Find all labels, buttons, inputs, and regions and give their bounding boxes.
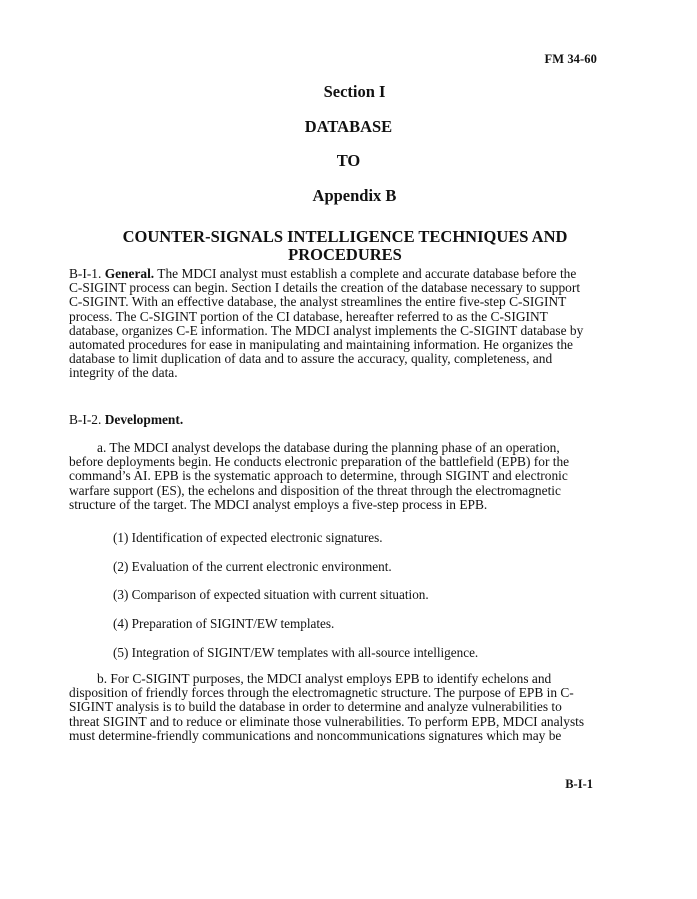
- list-item: (2) Evaluation of the current electronic environment.: [113, 559, 392, 574]
- paragraph-lead: General.: [104, 266, 155, 281]
- paragraph-number: B-I-2.: [69, 412, 105, 427]
- page-number: B-I-1: [565, 777, 593, 791]
- appendix-title: COUNTER-SIGNALS INTELLIGENCE TECHNIQUES AND PROCEDURES: [122, 227, 568, 264]
- database-heading: DATABASE: [304, 117, 393, 136]
- list-item: (5) Integration of SIGINT/EW templates with all-source intelligence.: [113, 645, 479, 660]
- appendix-heading: Appendix B: [312, 186, 397, 205]
- paragraph-body: The MDCI analyst must establish a complete and accurate database before the C-SIGINT process can begin. Section I details the creation of the database necessary to support C-SIGINT. With an effective database, the analyst streamlines the entire five-step C-SIGINT process. The C-SIGINT portion of the CI database, hereafter referred to as the C-SIGINT database, organizes C-E information. The MDCI analyst implements the C-SIGINT database by automated procedures for ease in manipulating and maintaining information. He organizes the database to limit duplication of data and to assure the accuracy, quality, completeness, and integrity of the data.: [69, 266, 584, 381]
- list-item: (3) Comparison of expected situation with current situation.: [113, 587, 429, 602]
- to-heading: TO: [336, 151, 361, 170]
- paragraph-general: [69, 267, 591, 381]
- list-item: (1) Identification of expected electronic signatures.: [113, 530, 383, 545]
- paragraph-a: a. The MDCI analyst develops the database during the planning phase of an operation, before deployments begin. He conducts electronic preparation of the battlefield (EPB) for the command’s AI. EPB is the systematic approach to determine, through SIGINT and electronic warfare support (ES), the echelons and disposition of the threat through the electromagnetic structure of the target. The MDCI analyst employs a five-step process in EPB.: [69, 440, 570, 512]
- section-heading: Section I: [323, 82, 386, 101]
- list-item: (4) Preparation of SIGINT/EW templates.: [113, 616, 335, 631]
- paragraph-lead: Development.: [104, 412, 184, 427]
- paragraph-development: [69, 413, 591, 427]
- paragraph-b: b. For C-SIGINT purposes, the MDCI analyst employs EPB to identify echelons and disposition of friendly forces through the electromagnetic structure. The purpose of EPB in C-SIGINT analysis is to build the database in order to determine and analyze vulnerabilities to threat SIGINT and to reduce or eliminate those vulnerabilities. To perform EPB, MDCI analysts must determine-friendly communications and noncommunications signatures which may be: [69, 671, 585, 743]
- paragraph-number: B-I-1.: [69, 266, 105, 281]
- running-head: FM 34-60: [544, 52, 597, 66]
